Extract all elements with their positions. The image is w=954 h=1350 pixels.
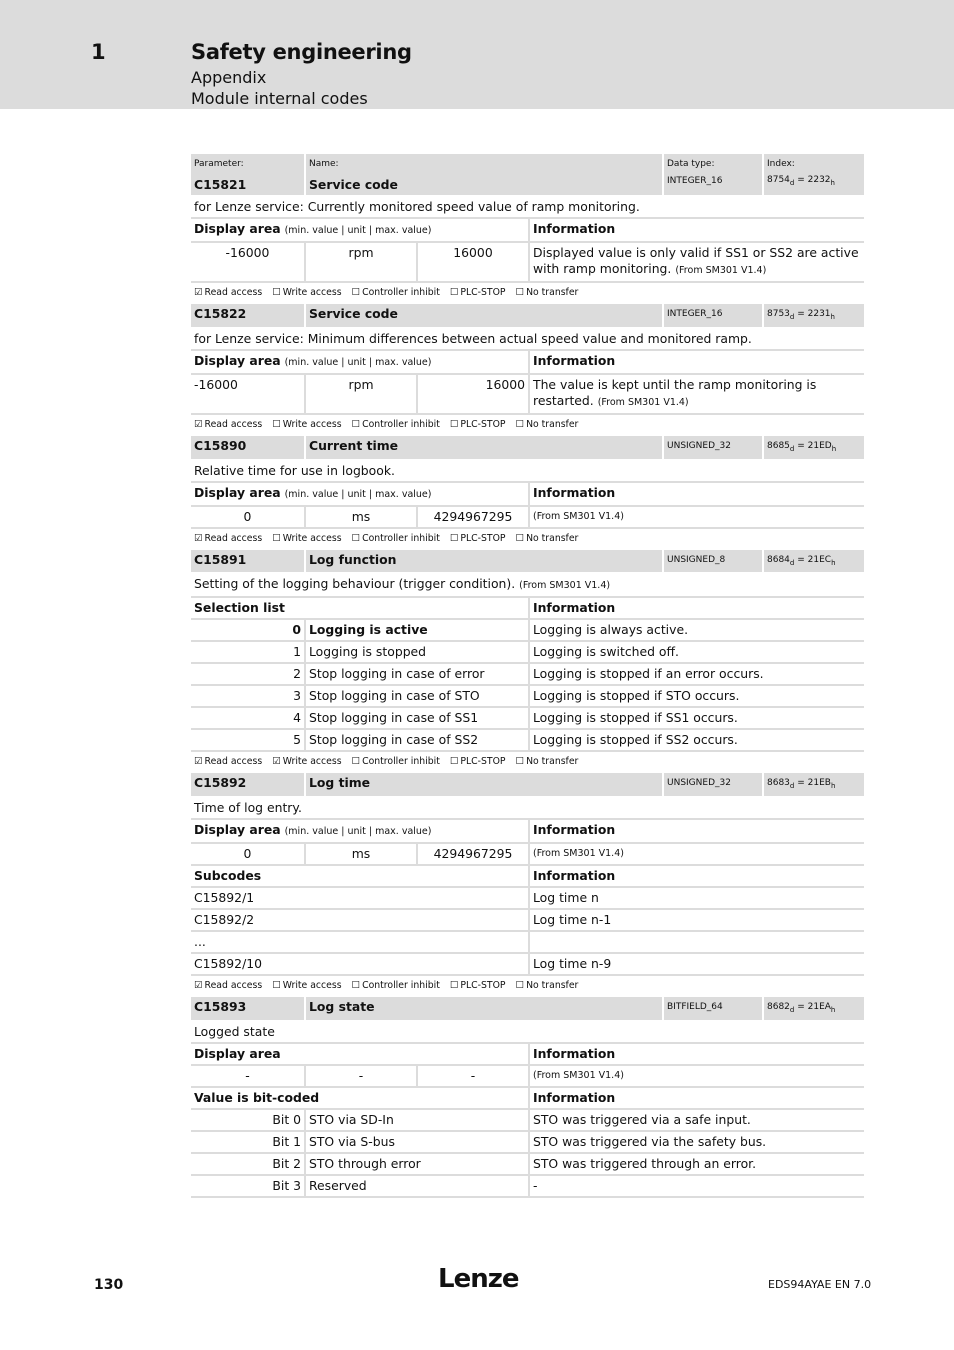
selection-list-header: Selection list Information — [191, 598, 864, 620]
subcodes-header: Subcodes Information — [191, 866, 864, 888]
param-index: $8683_d = 21EB_h$ — [762, 773, 864, 796]
data-type-label: Data type: — [667, 159, 715, 169]
header-band — [0, 0, 954, 109]
index-label: Index: — [767, 159, 795, 169]
list-item: 1 Logging is stopped Logging is switched off. — [191, 642, 864, 664]
max-value: 16000 — [416, 375, 528, 413]
chapter-subtitle-section: Module internal codes — [191, 89, 368, 108]
list-item: 3 Stop logging in case of STO Logging is stopped if STO occurs. — [191, 686, 864, 708]
chapter-subtitle-appendix: Appendix — [191, 68, 267, 87]
param-description: Relative time for use in logbook. — [194, 462, 395, 478]
list-item: 4 Stop logging in case of SS1 Logging is stopped if SS1 occurs. — [191, 708, 864, 730]
param-name: Current time — [304, 436, 662, 459]
param-description: for Lenze service: Minimum differences between actual speed value and monitored ramp. — [194, 330, 752, 346]
display-area-row — [191, 844, 864, 866]
list-item: ... — [191, 932, 864, 954]
list-item: C15892/10 Log time n-9 — [191, 954, 864, 976]
min-value: - — [245, 1067, 250, 1083]
list-item: 0 Logging is active Logging is always active. — [191, 620, 864, 642]
list-item: 2 Stop logging in case of error Logging is stopped if an error occurs. — [191, 664, 864, 686]
list-item: Bit 1 STO via S-bus STO was triggered via the safety bus. — [191, 1132, 864, 1154]
param-description: for Lenze service: Currently monitored speed value of ramp monitoring. — [194, 199, 640, 214]
list-item: 5 Stop logging in case of SS2 Logging is stopped if SS2 occurs. — [191, 730, 864, 752]
param-type: BITFIELD_64 — [662, 997, 762, 1020]
param-code: C15893 — [194, 999, 247, 1015]
param-name: Log function — [304, 550, 662, 573]
access-flags: ☑ Read access ☐ Write access ☐ Controller inhibit ☐ PLC-STOP ☐ No transfer — [191, 283, 864, 304]
param-code: C15892 — [194, 775, 247, 791]
info-text: (From SM301 V1.4) — [528, 1066, 864, 1086]
param-header-c15890 — [191, 436, 864, 461]
param-type: UNSIGNED_32 — [662, 773, 762, 796]
display-area-header: Display area (min. value | unit | max. value) Information — [191, 351, 864, 375]
display-area-row — [191, 375, 864, 415]
display-area-row — [191, 243, 864, 283]
unit: - — [304, 1066, 416, 1086]
param-name: Service code — [309, 177, 398, 192]
display-area-row — [191, 1066, 864, 1088]
list-item: C15892/1 Log time n — [191, 888, 864, 910]
list-item: Bit 3 Reserved - — [191, 1176, 864, 1198]
parameter-document — [191, 154, 864, 1198]
param-code: C15891 — [194, 551, 247, 567]
min-value: 0 — [243, 846, 252, 862]
max-value: 16000 — [416, 243, 528, 281]
param-description: Time of log entry. — [194, 800, 302, 816]
param-code: C15821 — [194, 177, 247, 192]
list-item: Bit 0 STO via SD-In STO was triggered via a safe input. — [191, 1110, 864, 1132]
param-name: Log time — [304, 773, 662, 796]
document-id: EDS94AYAE EN 7.0 — [768, 1278, 872, 1291]
param-header-c15821 — [191, 154, 864, 197]
param-index: $8684_d = 21EC_h$ — [762, 550, 864, 573]
info-text: Displayed value is only valid if SS1 or SS2 are active with ramp monitoring. (From SM301 V1.4) — [528, 243, 864, 281]
unit: ms — [304, 844, 416, 864]
param-index: $8685_d = 21ED_h$ — [762, 436, 864, 459]
max-value: - — [416, 1066, 528, 1086]
access-flags: ☑ Read access ☐ Write access ☐ Controller inhibit ☐ PLC-STOP ☐ No transfer — [191, 976, 864, 997]
lenze-logo: Lenze — [438, 1264, 519, 1294]
access-flags: ☑ Read access ☑ Write access ☐ Controller inhibit ☐ PLC-STOP ☐ No transfer — [191, 752, 864, 773]
display-area-header: Display area (min. value | unit | max. value) Information — [191, 483, 864, 507]
param-header-c15892 — [191, 773, 864, 798]
name-label: Name: — [309, 159, 339, 169]
display-area-header: Display area (min. value | unit | max. value) Information — [191, 219, 864, 243]
list-item: C15892/2 Log time n-1 — [191, 910, 864, 932]
param-type: INTEGER_16 — [662, 304, 762, 327]
param-type: UNSIGNED_32 — [662, 436, 762, 459]
param-type: INTEGER_16 — [667, 176, 723, 186]
min-value: -16000 — [194, 376, 238, 392]
display-area-row — [191, 507, 864, 529]
max-value: 4294967295 — [416, 844, 528, 864]
param-index: $8753_d = 2231_h$ — [762, 304, 864, 327]
chapter-number: 1 — [91, 40, 106, 64]
param-header-c15893 — [191, 997, 864, 1022]
list-item: Bit 2 STO through error STO was triggered through an error. — [191, 1154, 864, 1176]
min-value: 0 — [243, 508, 252, 524]
page-number: 130 — [94, 1277, 124, 1293]
chapter-title: Safety engineering — [191, 40, 412, 64]
access-flags: ☑ Read access ☐ Write access ☐ Controller inhibit ☐ PLC-STOP ☐ No transfer — [191, 415, 864, 436]
param-description: Setting of the logging behaviour (trigger condition). (From SM301 V1.4) — [194, 576, 611, 592]
unit: ms — [304, 507, 416, 527]
max-value: 4294967295 — [416, 507, 528, 527]
unit: rpm — [304, 243, 416, 281]
info-text: (From SM301 V1.4) — [528, 507, 864, 527]
display-area-header: Display area (min. value | unit | max. value) Information — [191, 820, 864, 844]
display-area-header: Display area Information — [191, 1044, 864, 1066]
param-code: C15822 — [194, 306, 247, 321]
param-code: C15890 — [194, 437, 247, 453]
min-value: -16000 — [225, 245, 270, 260]
param-name: Log state — [304, 997, 662, 1020]
param-header-c15822 — [191, 304, 864, 329]
info-text: (From SM301 V1.4) — [528, 844, 864, 864]
param-type: UNSIGNED_8 — [662, 550, 762, 573]
parameter-label: Parameter: — [194, 159, 244, 169]
param-index: $8682_d = 21EA_h$ — [762, 997, 864, 1020]
param-header-c15891 — [191, 550, 864, 575]
unit: rpm — [304, 375, 416, 413]
param-index: $8754_d = 2232_h$ — [767, 175, 835, 187]
info-text: The value is kept until the ramp monitoring is restarted. (From SM301 V1.4) — [528, 375, 864, 413]
bit-coded-header: Value is bit-coded Information — [191, 1088, 864, 1110]
access-flags: ☑ Read access ☐ Write access ☐ Controller inhibit ☐ PLC-STOP ☐ No transfer — [191, 529, 864, 550]
param-description: Logged state — [194, 1023, 275, 1039]
param-name: Service code — [304, 304, 662, 327]
